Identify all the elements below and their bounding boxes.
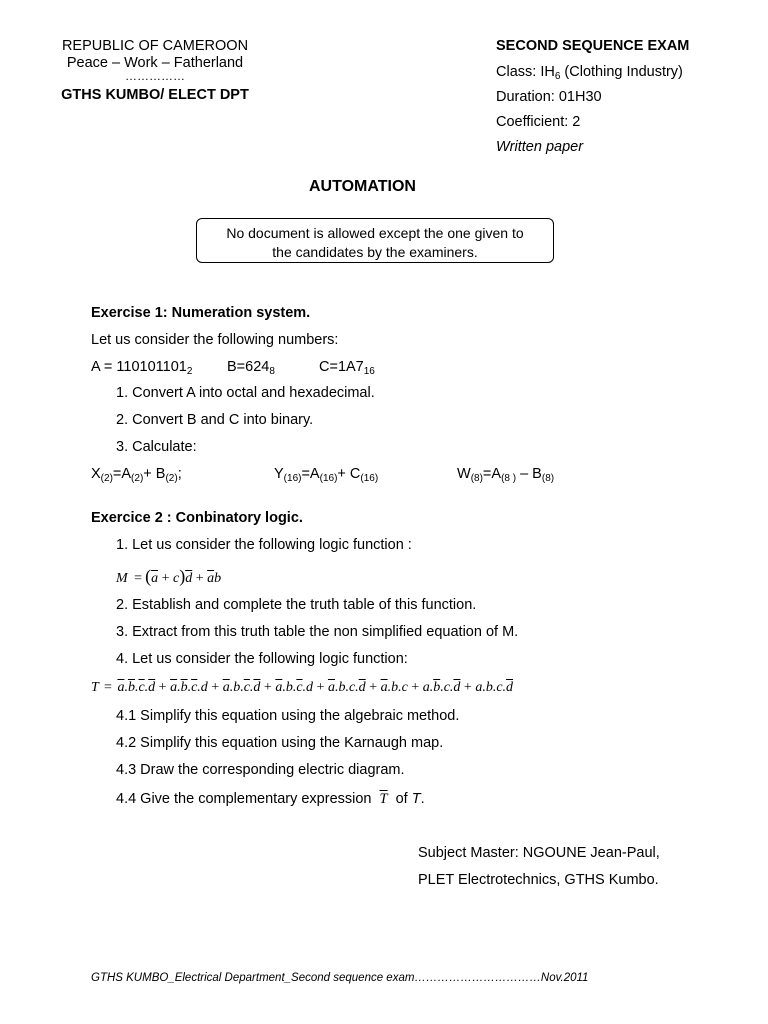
- class-specialty: (Clothing Industry): [560, 64, 683, 80]
- exercise2-q3: 3. Extract from this truth table the non simplified equation of M.: [116, 624, 519, 640]
- number-b-value: B=624: [227, 359, 270, 375]
- page-footer: GTHS KUMBO_Electrical Department_Second sequence exam……………………………Nov.2011: [91, 972, 589, 984]
- header-dots: ……………: [125, 69, 185, 83]
- sub-question-4-3: 4.3 Draw the corresponding electric diagram.: [116, 762, 405, 778]
- exercise1-q1: 1. Convert A into octal and hexadecimal.: [116, 385, 375, 401]
- number-a-value: A = 110101101: [91, 359, 187, 375]
- number-b-base: 8: [269, 366, 275, 377]
- paper-type: Written paper: [496, 139, 584, 155]
- notice-line-1: No document is allowed except the one given to: [226, 225, 524, 241]
- subject-title: AUTOMATION: [309, 178, 416, 195]
- exam-title: SECOND SEQUENCE EXAM: [496, 38, 690, 54]
- header-left: [55, 38, 255, 103]
- sub-question-4-2: 4.2 Simplify this equation using the Karnaugh map.: [116, 735, 444, 751]
- number-c: [319, 359, 375, 375]
- exercise1-q2: 2. Convert B and C into binary.: [116, 412, 314, 428]
- m-equation: $M = (\overline{a} + c)\overline{d} + \overline{a}b$: [116, 566, 222, 586]
- country-name: REPUBLIC OF CAMEROON: [61, 38, 249, 54]
- x-expression: $X_{(2)}=A_{(2)}+ B_{(2)}$;: [91, 466, 182, 484]
- subject-master-title: PLET Electrotechnics, GTHS Kumbo.: [418, 872, 659, 888]
- exercise2-q4: 4. Let us consider the following logic function:: [116, 651, 408, 667]
- duration: Duration: 01H30: [496, 89, 602, 105]
- w-expression: $W_{(8)}=A_{(8 )} - B_{(8)}$: [457, 466, 555, 484]
- subject-master: Subject Master: NGOUNE Jean-Paul,: [418, 845, 660, 861]
- number-a-base: 2: [186, 366, 193, 377]
- sub-question-4-4: 4.4 Give the complementary expression $\overline{T}$ of T.: [116, 791, 425, 807]
- sub-question-4-1: 4.1 Simplify this equation using the algebraic method.: [116, 708, 460, 724]
- notice-line-2: the candidates by the examiners.: [272, 244, 478, 260]
- y-expression: $Y_{(16)}=A_{(16)}+ C_{(16)}$: [274, 466, 379, 484]
- exercise1-intro: Let us consider the following numbers:: [91, 332, 339, 348]
- exercise1-title: Exercise 1: Numeration system.: [91, 305, 311, 321]
- national-motto: Peace – Work – Fatherland: [66, 55, 244, 71]
- t-equation: $T = \overline{a}.\overline{b}.\overline{c}.\overline{d} + \overline{a}.\overline{b}.\overline{c}.d + \overline{a}.b.\overline{c}.\overline{d} + \overline{a}.b.\overline{c}.d + \overline{a}.b.c.\overline{d} + \overline{a}.b.c + a.\overline{b}.c.\overline{d} + a.b.c.\overline{d}$: [91, 680, 514, 695]
- exercise2-title: Exercice 2 : Conbinatory logic.: [91, 510, 303, 526]
- number-c-value: C=1A7: [319, 359, 364, 375]
- class-sub: 6: [554, 71, 561, 82]
- coefficient: Coefficient: 2: [496, 114, 581, 130]
- number-a: [91, 359, 192, 375]
- class-label: Class: IH: [496, 64, 555, 80]
- school-name: GTHS KUMBO/ ELECT DPT: [61, 87, 249, 103]
- notice-box: [196, 218, 554, 263]
- exercise2-q2: 2. Establish and complete the truth table of this function.: [116, 597, 477, 613]
- exercise1-q3: 3. Calculate:: [116, 439, 197, 455]
- class-line: [496, 64, 689, 80]
- number-b: [227, 359, 275, 375]
- header-right: [496, 38, 689, 155]
- exercise2-q1: 1. Let us consider the following logic function :: [116, 537, 412, 553]
- number-c-base: 16: [363, 366, 375, 377]
